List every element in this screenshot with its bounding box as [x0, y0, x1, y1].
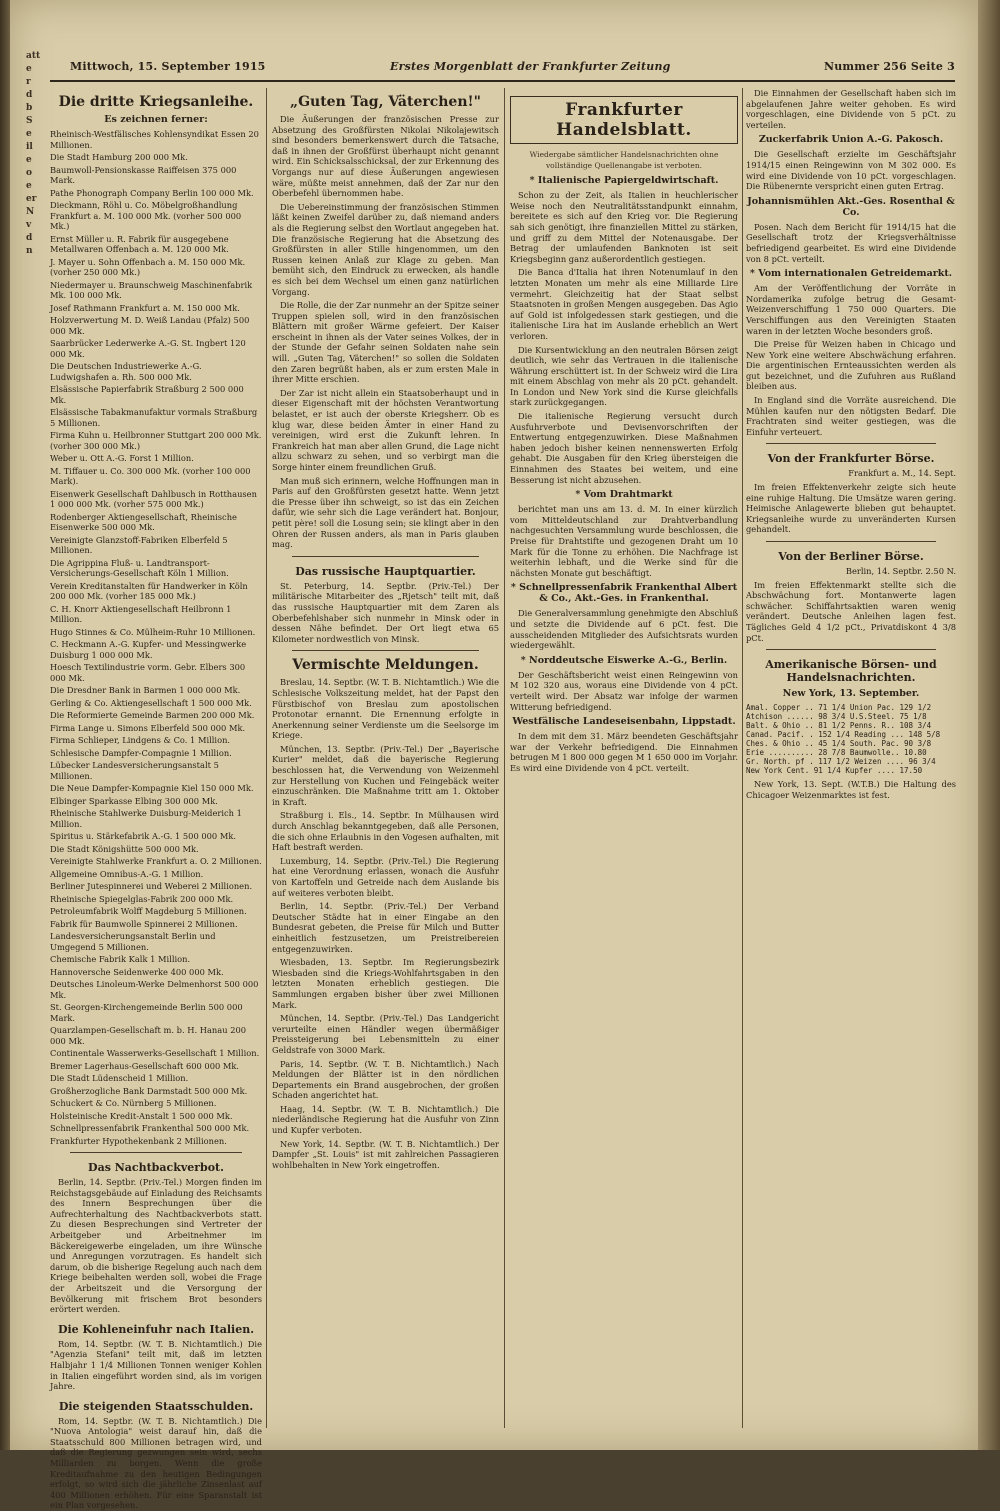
subscriber-entry: Josef Rathmann Frankfurt a. M. 150 000 Mk.	[50, 302, 240, 313]
masthead	[50, 58, 955, 82]
subscriber-entry: Firma Kuhn u. Heilbronner Stuttgart 200 000 Mk. (vorher 300 000 Mk.)	[50, 430, 262, 451]
subscriber-entry: C. Heckmann A.-G. Kupfer- und Messingwerke Duisburg 1 000 000 Mk.	[50, 639, 247, 660]
subhead-subscribers: Es zeichnen ferner:	[104, 114, 208, 125]
article-night-baking: Berlin, 14. Septbr. (Priv.-Tel.) Morgen finden im Reichstagsgebäude auf Einladung des Reichsamts des Innern Besprechungen über die Aufrechterhaltung des Nachtbackverbots statt. Zu diesen Besprechungen sind Vertreter der Arbeitgeber und Arbeitnehmer im Bäckereigewerbe eingeladen, um ihre Wünsche und Anregungen vorzutragen. Es handelt sich darum, ob die bisherige Regelung auch nach dem Kriege beibehalten werden soll, wobei die Frage der Arbeitszeit und die Versorgung der Bevölkerung mit frischem Brot besonders erörtert werden.	[50, 1177, 262, 1315]
masthead-page-number: Nummer 256 Seite 3	[823, 60, 955, 73]
subscriber-entry: Petroleumfabrik Wolff Magdeburg 5 Millionen.	[50, 906, 247, 916]
subscriber-entry: Quarzlampen-Gesellschaft m. b. H. Hanau 200 000 Mk.	[50, 1025, 247, 1046]
strip-fragment: e	[26, 64, 32, 74]
subscriber-entry: Ernst Müller u. R. Fabrik für ausgegebene Metallwaren Offenbach a. M. 120 000 Mk.	[50, 233, 229, 254]
subscriber-entry: Elsässische Papierfabrik Straßburg 2 500 000 Mk.	[50, 384, 244, 405]
subscriber-entry: Firma Lange u. Simons Elberfeld 500 000 Mk.	[50, 722, 246, 733]
headline-guten-tag: „Guten Tag, Väterchen!"	[290, 94, 481, 110]
dateline-new-york: New York, 13. September.	[782, 688, 920, 700]
subscriber-entry: Vereinigte Stahlwerke Frankfurt a. O. 2 Millionen.	[50, 856, 262, 866]
headline-sugar-factory: Zuckerfabrik Union A.-G. Pakosch.	[758, 134, 944, 146]
headline-coal-import: Die Kohleneinfuhr nach Italien.	[57, 1322, 255, 1336]
divider	[766, 649, 936, 650]
strip-fragment: d	[26, 233, 33, 243]
quote-row: Ches. & Ohio .. 45 1/4 South. Pac. 90 3/8	[746, 739, 932, 749]
headline-misc-reports: Vermischte Meldungen.	[292, 657, 479, 674]
news-item: München, 14. Septbr. (Priv.-Tel.) Das Landgericht verurteilte einen Händler wegen übermäßiger Preissteigerung bei Lebensmitteln zu einer Geldstrafe von 3000 Mark.	[272, 1013, 499, 1055]
subscriber-entry: Elbinger Sparkasse Elbing 300 000 Mk.	[50, 795, 218, 806]
subscriber-entry: Hannoversche Seidenwerke 400 000 Mk.	[50, 966, 224, 977]
article-paragraph: Die Kursentwicklung an den neutralen Börsen zeigt deutlich, wie sehr das Vertrauen in die italienische Währung erschüttert ist. In der Schweiz wird die Lira mit einem Abschlag von mehr als 20 pCt. gehandelt. In London und New York sind die Kurse gleichfalls stark zurückgegangen.	[510, 344, 738, 408]
column-markets	[746, 88, 956, 1428]
article-grain-market	[746, 283, 956, 437]
masthead-edition: Erstes Morgenblatt der Frankfurter Zeitung	[390, 60, 671, 73]
subscriber-entry: Saarbrücker Lederwerke A.-G. St. Ingbert 120 000 Mk.	[50, 338, 246, 359]
divider	[292, 556, 479, 557]
article-berlin-exchange: Im freien Effektenmarkt stellte sich die Abschwächung fort. Montanwerte lagen schwächer. Schiffahrtsaktien waren wenig verändert. Deutsche Anleihen lagen fest. Tägliches Geld 4 1/2 pCt., Privatdiskont 4 3/8 pCt.	[746, 579, 956, 643]
subscriber-entry: Die Stadt Lüdenscheid 1 Million.	[50, 1073, 189, 1083]
strip-fragment: v	[26, 220, 32, 230]
headline-westphalian-railway: Westfälische Landeseisenbahn, Lippstadt.	[512, 716, 736, 728]
subscriber-entry: Spiritus u. Stärkefabrik A.-G. 1 500 000 Mk.	[50, 831, 237, 841]
subscriber-entry: Landesversicherungsanstalt Berlin und Umgegend 5 Millionen.	[50, 931, 216, 952]
previous-page-strip	[26, 50, 44, 1440]
subscriber-entry: Niedermayer u. Braunschweig Maschinenfabrik Mk. 100 000 Mk.	[50, 279, 253, 300]
news-item: Paris, 14. Septbr. (W. T. B. Nichtamtlich.) Nach Meldungen der Blätter ist in den nördlichen Departements ein Brand ausgebrochen, der großen Schaden angerichtet hat.	[272, 1058, 499, 1101]
headline-frankenthal: * Schnellpressenfabrik Frankenthal Albert & Co., Akt.-Ges. in Frankenthal.	[510, 582, 738, 605]
article-paragraph: Die Äußerungen der französischen Presse zur Absetzung des Großfürsten Nikolai Nikolajewitsch sind besonders bemerkenswert durch die Tatsache, daß in ihnen der Großfürst überhaupt nicht genannt wird. Ein Schicksalsschicksal, der zur Erkennung des Vorgangs nur auf diese Äußerungen angewiesen wäre, müßte meist annehmen, daß der Zar nur den Oberbefehl übernommen habe.	[272, 114, 499, 199]
article-paragraph: Am der Veröffentlichung der Vorräte in Nordamerika zufolge betrug die Gesamt-Weizenverschiffung 1 750 000 Quarters. Die Verschiffungen aus den Vereinigten Staaten waren in der letzten Woche besonders groß.	[746, 283, 956, 336]
subscriber-entry: Lübecker Landesversicherungsanstalt 5 Millionen.	[50, 760, 219, 781]
strip-fragment: er	[26, 194, 37, 204]
subscriber-entry: Die Deutschen Industriewerke A.-G. Ludwigshafen a. Rh. 500 000 Mk.	[50, 361, 202, 382]
subscriber-entry: Die Stadt Hamburg 200 000 Mk.	[50, 152, 188, 162]
article-frankenthal: Die Generalversammlung genehmigte den Abschluß und setzte die Dividende auf 6 pCt. fest. Die ausscheidenden Mitglieder des Aufsichtsrats wurden wiedergewählt.	[510, 608, 738, 651]
subscriber-entry: Weber u. Ott A.-G. Forst 1 Million.	[50, 453, 194, 463]
article-frankfurt-exchange: Im freien Effektenverkehr zeigte sich heute eine ruhige Haltung. Die Umsätze waren gering. Heimische Anlagewerte blieben gut behauptet. Kriegsanleihe wurde zu unveränderten Kursen gehandelt.	[746, 482, 956, 535]
column-rule	[742, 88, 743, 1428]
article-ice-works: Der Geschäftsbericht weist einen Reingewinn von M 102 320 aus, woraus eine Dividende von 4 pCt. verteilt wird. Der Absatz war infolge der warmen Witterung befriedigend.	[510, 669, 738, 712]
article-paragraph: Die Rolle, die der Zar nunmehr an der Spitze seiner Truppen spielen soll, wird in den französischen Blättern mit großer Wärme gefeiert. Der Kaiser erscheint in ihnen als der Vater seines Volkes, der in der Stunde der Gefahr seinen Soldaten nahe sein will. „Guten Tag, Väterchen!" so sollen die Soldaten den Zaren begrüßt haben, als er zum ersten Male in ihrer Mitte erschien.	[272, 300, 499, 385]
headline-russian-hq: Das russische Hauptquartier.	[295, 564, 476, 578]
news-item: Berlin, 14. Septbr. (Priv.-Tel.) Der Verband Deutscher Städte hat in einer Eingabe an den Bundesrat gebeten, die Preise für Milch und Butter einheitlich festzusetzen, um Preistreibereien entgegenzuwirken.	[272, 901, 499, 954]
subscriber-entry: Hoesch Textilindustrie vorm. Gebr. Elbers 300 000 Mk.	[50, 662, 246, 683]
article-sugar-factory: Die Gesellschaft erzielte im Geschäftsjahr 1914/15 einen Reingewinn von M 302 000. Es wird eine Dividende von 10 pCt. vorgeschlagen. Die Rübenernte verspricht einen guten Ertrag.	[746, 149, 956, 192]
article-paragraph: Die italienische Regierung versucht durch Ausfuhrverbote und Devisenvorschriften der Entwertung entgegenzuwirken. Diese Maßnahmen haben jedoch bisher keinen nennenswerten Erfolg gehabt. Die Ausgaben für den Krieg übersteigen die Einnahmen des Staates bei weitem, und eine Besserung ist nicht abzusehen.	[510, 411, 738, 485]
strip-fragment: b	[26, 103, 33, 113]
subscriber-entry: Baumwoll-Pensionskasse Raiffeisen 375 000 Mark.	[50, 164, 237, 185]
subscriber-entry: Verein Kreditanstalten für Handwerker in Köln 200 000 Mk. (vorher 185 000 Mk.)	[50, 580, 248, 601]
strip-fragment: n	[26, 246, 33, 256]
subscriber-entry: Die Reformierte Gemeinde Barmen 200 000 Mk.	[50, 710, 255, 720]
article-guten-tag	[272, 114, 499, 550]
quote-row: Canad. Pacif. . 152 1/4 Reading ... 148 5/8	[746, 730, 941, 740]
article-continued: Die Einnahmen der Gesellschaft haben sich im abgelaufenen Jahre weiter gehoben. Es wird vorgeschlagen, eine Dividende von 5 pCt. zu verteilen.	[746, 88, 956, 130]
headline-state-debts: Die steigenden Staatsschulden.	[58, 1399, 254, 1413]
subscriber-entry: Schuckert & Co. Nürnberg 5 Millionen.	[50, 1098, 217, 1108]
quote-row: Atchison ...... 98 3/4 U.S.Steel. 75 1/8	[746, 712, 927, 722]
divider	[766, 443, 936, 444]
subscriber-entry: Eisenwerk Gesellschaft Dahlbusch in Rotthausen 1 000 000 Mk. (vorher 575 000 Mk.)	[50, 488, 257, 509]
column-war-loan	[50, 88, 262, 1511]
subscriber-entry: Elsässische Tabakmanufaktur vormals Straßburg 5 Millionen.	[50, 407, 258, 428]
stock-quote-table	[746, 703, 956, 775]
subscriber-entry: Firma Schlieper, Lindgens & Co. 1 Million.	[50, 735, 231, 745]
article-paragraph: In England sind die Vorräte ausreichend. Die Mühlen kaufen nur den nötigsten Bedarf. Die Frachtraten sind weiter gestiegen, was die Einfuhr verteuert.	[746, 395, 956, 437]
subscriber-entry: Continentale Wasserwerks-Gesellschaft 1 Million.	[50, 1048, 260, 1058]
article-coal-import: Rom, 14. Septbr. (W. T. B. Nichtamtlich.) Die "Agenzia Stefani" teilt mit, daß im letzten Halbjahr 1 1/4 Millionen Tonnen weniger Kohlen in Italien eingeführt worden sind, als im vorigen Jahre.	[50, 1338, 262, 1392]
quote-row: Gr. North. pf . 117 1/2 Weizen .... 96 3/4	[746, 757, 936, 767]
column-rule	[504, 88, 505, 1428]
subscriber-entry: C. H. Knorr Aktiengesellschaft Heilbronn 1 Million.	[50, 603, 232, 624]
headline-italian-paper-money: * Italienische Papiergeldwirtschaft.	[529, 175, 719, 187]
quote-row: Balt. & Ohio .. 81 1/2 Penns. R.. 108 3/4	[746, 721, 932, 731]
news-item: Luxemburg, 14. Septbr. (Priv.-Tel.) Die Regierung hat eine Verordnung erlassen, wonach die Ausfuhr von Kartoffeln und Getreide nach dem Auslande bis auf weiteres verboten bleibt.	[272, 855, 499, 898]
newspaper-page	[10, 0, 978, 1511]
strip-fragment: e	[26, 181, 32, 191]
quote-row: Erie .......... 28 7/8 Baumwolle.. 10.80	[746, 748, 927, 758]
headline-american-markets: Amerikanische Börsen- und Handelsnachrichten.	[765, 658, 937, 685]
reprint-notice: Wiedergabe sämtlicher Handelsnachrichten ohne vollständige Quellenangabe ist verboten.	[529, 150, 719, 170]
headline-grain-market: * Vom internationalen Getreidemarkt.	[749, 268, 953, 280]
column-handelsblatt	[510, 88, 738, 1428]
article-russian-hq: St. Peterburg, 14. Septbr. (Priv.-Tel.) Der militärische Mitarbeiter des „Rjetsch" teilt mit, daß das russische Hauptquartier mit dem Zaren als Oberbefehlshaber sich nunmehr in Minsk oder in dessen Nähe befindet. Der Ort liegt etwa 65 Kilometer nordwestlich von Minsk.	[272, 580, 499, 644]
divider	[70, 1152, 242, 1153]
subscriber-entry: J. Mayer u. Sohn Offenbach a. M. 150 000 Mk. (vorher 250 000 Mk.)	[50, 256, 246, 277]
subscriber-entry: Rheinische Spiegelglas-Fabrik 200 000 Mk.	[50, 893, 234, 904]
strip-fragment: N	[26, 207, 35, 217]
subscriber-entry: Holsteinische Kredit-Anstalt 1 500 000 Mk.	[50, 1110, 233, 1121]
subscriber-entry: Gerling & Co. Aktiengesellschaft 1 500 000 Mk.	[50, 697, 252, 708]
quote-row: Amal. Copper .. 71 1/4 Union Pac. 129 1/2	[746, 703, 932, 713]
subscriber-entry: Fabrik für Baumwolle Spinnerei 2 Millionen.	[50, 918, 238, 929]
strip-fragment: r	[26, 77, 31, 87]
subscriber-entry: Deutsches Linoleum-Werke Delmenhorst 500 000 Mk.	[50, 979, 259, 1000]
subscriber-entry: Holzverwertung M. D. Weiß Landau (Pfalz) 500 000 Mk.	[50, 315, 250, 336]
subscriber-entry: Allgemeine Omnibus-A.-G. 1 Million.	[50, 868, 204, 879]
headline-mills: Johannismühlen Akt.-Ges. Rosenthal & Co.	[747, 195, 955, 218]
subscriber-entry: Berliner Jutespinnerei und Weberei 2 Millionen.	[50, 881, 253, 891]
headline-ice-works: * Norddeutsche Eiswerke A.-G., Berlin.	[520, 654, 728, 666]
subscriber-entry: Schlesische Dampfer-Compagnie 1 Million.	[50, 747, 232, 758]
subscriber-entry: Die Neue Dampfer-Kompagnie Kiel 150 000 Mk.	[50, 783, 254, 793]
headline-night-baking: Das Nachtbackverbot.	[88, 1161, 224, 1174]
article-misc-reports	[272, 677, 499, 1170]
subscriber-entry: Die Dresdner Bank in Barmen 1 000 000 Mk.	[50, 685, 241, 695]
subscriber-entry: Die Agrippina Fluß- u. Landtransport-Versicherungs-Gesellschaft Köln 1 Million.	[50, 557, 229, 578]
headline-berlin-exchange: Von der Berliner Börse.	[778, 550, 924, 563]
strip-fragment: att	[26, 51, 41, 61]
article-paragraph: Schon zu der Zeit, als Italien in heuchlerischer Weise noch den Neutralitätsstandpunkt einnahm, bereitete es sich auf den Krieg vor. Die Regierung sah sich genötigt, ihre finanziellen Mittel zu stärken, und griff zu dem Mittel der Notenausgabe. Der Betrag der umlaufenden Banknoten ist seit Kriegsbeginn ganz außerordentlich gestiegen.	[510, 190, 738, 264]
page-edge	[978, 0, 1000, 1450]
dateline-frankfurt: Frankfurt a. M., 14. Sept.	[848, 468, 956, 479]
article-paragraph: Die Preise für Weizen haben in Chicago und New York eine weitere Abschwächung erfahren. Die argentinischen Ernteaussichten werden als gut bezeichnet, und die Zufuhren aus Rußland bleiben aus.	[746, 339, 956, 392]
headline-wire-market: * Vom Drahtmarkt	[575, 489, 673, 501]
subscriber-entry: Hugo Stinnes & Co. Mülheim-Ruhr 10 Millionen.	[50, 626, 256, 637]
divider	[292, 650, 479, 651]
column-rule	[266, 88, 267, 1428]
news-item: München, 13. Septbr. (Priv.-Tel.) Der „Bayerische Kurier" meldet, daß die bayerische Regierung beschlossen hat, die Verwendung von Weizenmehl zur Herstellung von Kuchen und Feingebäck weiter einzuschränken. Die Maßnahme tritt am 1. Oktober in Kraft.	[272, 743, 499, 807]
subscriber-entry: Bremer Lagerhaus-Gesellschaft 600 000 Mk.	[50, 1060, 240, 1071]
strip-fragment: il	[26, 142, 33, 152]
article-westphalian-railway: In dem mit dem 31. März beendeten Geschäftsjahr war der Verkehr befriedigend. Die Einnahmen betrugen M 1 800 000 gegen M 1 650 000 im Vorjahr. Es wird eine Dividende von 4 pCt. verteilt.	[510, 731, 738, 773]
news-item: Straßburg i. Els., 14. Septbr. In Mülhausen wird durch Anschlag bekanntgegeben, daß alle Personen, die sich ohne Erlaubnis in den Vogesen aufhalten, mit Haft bestraft werden.	[272, 810, 499, 853]
strip-fragment: o	[26, 168, 33, 178]
news-item: Breslau, 14. Septbr. (W. T. B. Nichtamtlich.) Wie die Schlesische Volkszeitung meldet, hat der Papst den Fürstbischof von Breslau zum apostolischen Protonotar ernannt. Die Ernennung erfolgte in Anerkennung seiner Verdienste um die Seelsorge im Kriege.	[272, 677, 499, 741]
subscriber-entry: St. Georgen-Kirchengemeinde Berlin 500 000 Mark.	[50, 1002, 243, 1023]
article-italian-paper-money	[510, 190, 738, 485]
news-item: New York, 14. Septbr. (W. T. B. Nichtamtlich.) Der Dampfer „St. Louis" ist mit zahlreichen Passagieren wohlbehalten in New York eingetroffen.	[272, 1138, 499, 1170]
subscriber-entry: Rheinisch-Westfälisches Kohlensyndikat Essen 20 Millionen.	[50, 129, 259, 150]
article-state-debts: Rom, 14. Septbr. (W. T. B. Nichtamtlich.) Die "Nuova Antologia" weist darauf hin, daß die Staatsschuld 800 Millionen betragen wird, und daß die Regierung gezwungen sein wird, sechs Milliarden zu borgen. Wenn die große Kreditaufnahme zu den heutigen Bedingungen erfolgt, so wird sich die jährliche Zinsenlast auf 400 Millionen erhöhen. Für eine Sparanstalt ist ein Plan vorgesehen.	[50, 1415, 262, 1511]
article-new-york: New York, 13. Sept. (W.T.B.) Die Haltung des Chicagoer Weizenmarktes ist fest.	[746, 779, 956, 800]
news-item: Wiesbaden, 13. Septbr. Im Regierungsbezirk Wiesbaden sind die Kriegs-Wohlfahrtsgaben in den letzten Monaten erheblich gestiegen. Die Sammlungen ergaben bisher über zwei Millionen Mark.	[272, 957, 499, 1010]
strip-fragment: S	[26, 116, 33, 126]
dateline-berlin: Berlin, 14. Septbr. 2.50 N.	[845, 566, 956, 576]
column-guten-tag	[272, 88, 499, 1428]
subscriber-entry: Schnellpressenfabrik Frankenthal 500 000 Mk.	[50, 1123, 250, 1133]
subscriber-list	[50, 129, 262, 1146]
subscriber-entry: Pathe Phonograph Company Berlin 100 000 Mk.	[50, 187, 254, 198]
strip-fragment: e	[26, 155, 32, 165]
subscriber-entry: Chemische Fabrik Kalk 1 Million.	[50, 954, 191, 964]
article-mills: Posen. Nach dem Bericht für 1914/15 hat die Gesellschaft trotz der Kriegsverhältnisse befriedigend gearbeitet. Es wird eine Dividende von 8 pCt. verteilt.	[746, 221, 956, 264]
article-paragraph: Die Banca d'Italia hat ihren Notenumlauf in den letzten Monaten um mehr als eine Milliarde Lire vermehrt. Gleichzeitig hat der Staat selbst Staatsnoten in großen Mengen ausgegeben. Das Agio auf Gold ist infolgedessen stark gestiegen, und die italienische Lira hat im Auslande erheblich an Wert verloren.	[510, 267, 738, 341]
strip-fragment: d	[26, 90, 33, 100]
strip-fragment: e	[26, 129, 32, 139]
masthead-date: Mittwoch, 15. September 1915	[70, 60, 266, 73]
subscriber-entry: Frankfurter Hypothekenbank 2 Millionen.	[50, 1135, 227, 1146]
article-paragraph: Die Uebereinstimmung der französischen Stimmen läßt keinen Zweifel darüber zu, daß niemand anders als die Regierung selbst den Wortlaut angegeben hat. Die französische Regierung hat die Absetzung des Großfürsten in aller Stille hingenommen, um den Russen keinen Anlaß zur Klage zu geben. Man bemüht sich, den Eindruck zu erwecken, als handle es sich bei dem Wechsel um einen ganz natürlichen Vorgang.	[272, 201, 499, 297]
article-paragraph: Der Zar ist nicht allein ein Staatsoberhaupt und in dieser Eigenschaft mit der höchsten Verantwortung belastet, er ist auch der oberste Kriegsherr. Ob es klug war, diese beiden Ämter in einer Hand zu vereinigen, wird erst die Zukunft lehren. In Frankreich hat man aber allen Grund, die Lage nicht allzu schwarz zu sehen, und so verbirgt man die Sorge hinter einem freundlichen Gruß.	[272, 387, 499, 472]
divider	[766, 541, 936, 542]
subscriber-entry: Rodenberger Aktiengesellschaft, Rheinische Eisenwerke 500 000 Mk.	[50, 511, 237, 532]
subscriber-entry: M. Tiffauer u. Co. 300 000 Mk. (vorher 100 000 Mark).	[50, 465, 251, 486]
subscriber-entry: Großherzogliche Bank Darmstadt 500 000 Mk.	[50, 1085, 248, 1096]
subscriber-entry: Vereinigte Glanzstoff-Fabriken Elberfeld 5 Millionen.	[50, 534, 228, 555]
subscriber-entry: Dieckmann, Röhl u. Co. Möbelgroßhandlung Frankfurt a. M. 100 000 Mk. (vorher 500 000 Mk.)	[50, 200, 242, 231]
headline-war-loan: Die dritte Kriegsanleihe.	[58, 94, 254, 110]
article-paragraph: Man muß sich erinnern, welche Hoffnungen man in Paris auf den Großfürsten gesetzt hatte. Wenn jetzt die Presse über ihn schweigt, so ist das ein Zeichen dafür, wie sehr sich die Lage verändert hat. Bonjour, petit père! soll die Losung sein; sie klingt aber in den Ohren der Russen anders, als man in Paris glauben mag.	[272, 475, 499, 550]
article-wire-market: berichtet man uns am 13. d. M. In einer kürzlich vom Mitteldeutschland zur Drahtverbandlung nachgesuchten Versammlung wurde beschlossen, die Preise für Drahtstifte und gezogenen Draht um 10 Mark für die Tonne zu erhöhen. Die Nachfrage ist weiterhin lebhaft, und die Werke sind für die nächsten Monate gut beschäftigt.	[510, 504, 738, 578]
subscriber-entry: Die Stadt Königshütte 500 000 Mk.	[50, 843, 199, 854]
quote-row: New York Cent. 91 1/4 Kupfer .... 17.50	[746, 766, 923, 776]
subscriber-entry: Rheinische Stahlwerke Duisburg-Meiderich 1 Million.	[50, 808, 242, 829]
section-banner-handelsblatt: Frankfurter Handelsblatt.	[510, 96, 738, 144]
headline-frankfurt-exchange: Von der Frankfurter Börse.	[767, 452, 935, 466]
news-item: Haag, 14. Septbr. (W. T. B. Nichtamtlich.) Die niederländische Regierung hat die Ausfuhr von Zinn und Kupfer verboten.	[272, 1103, 499, 1136]
